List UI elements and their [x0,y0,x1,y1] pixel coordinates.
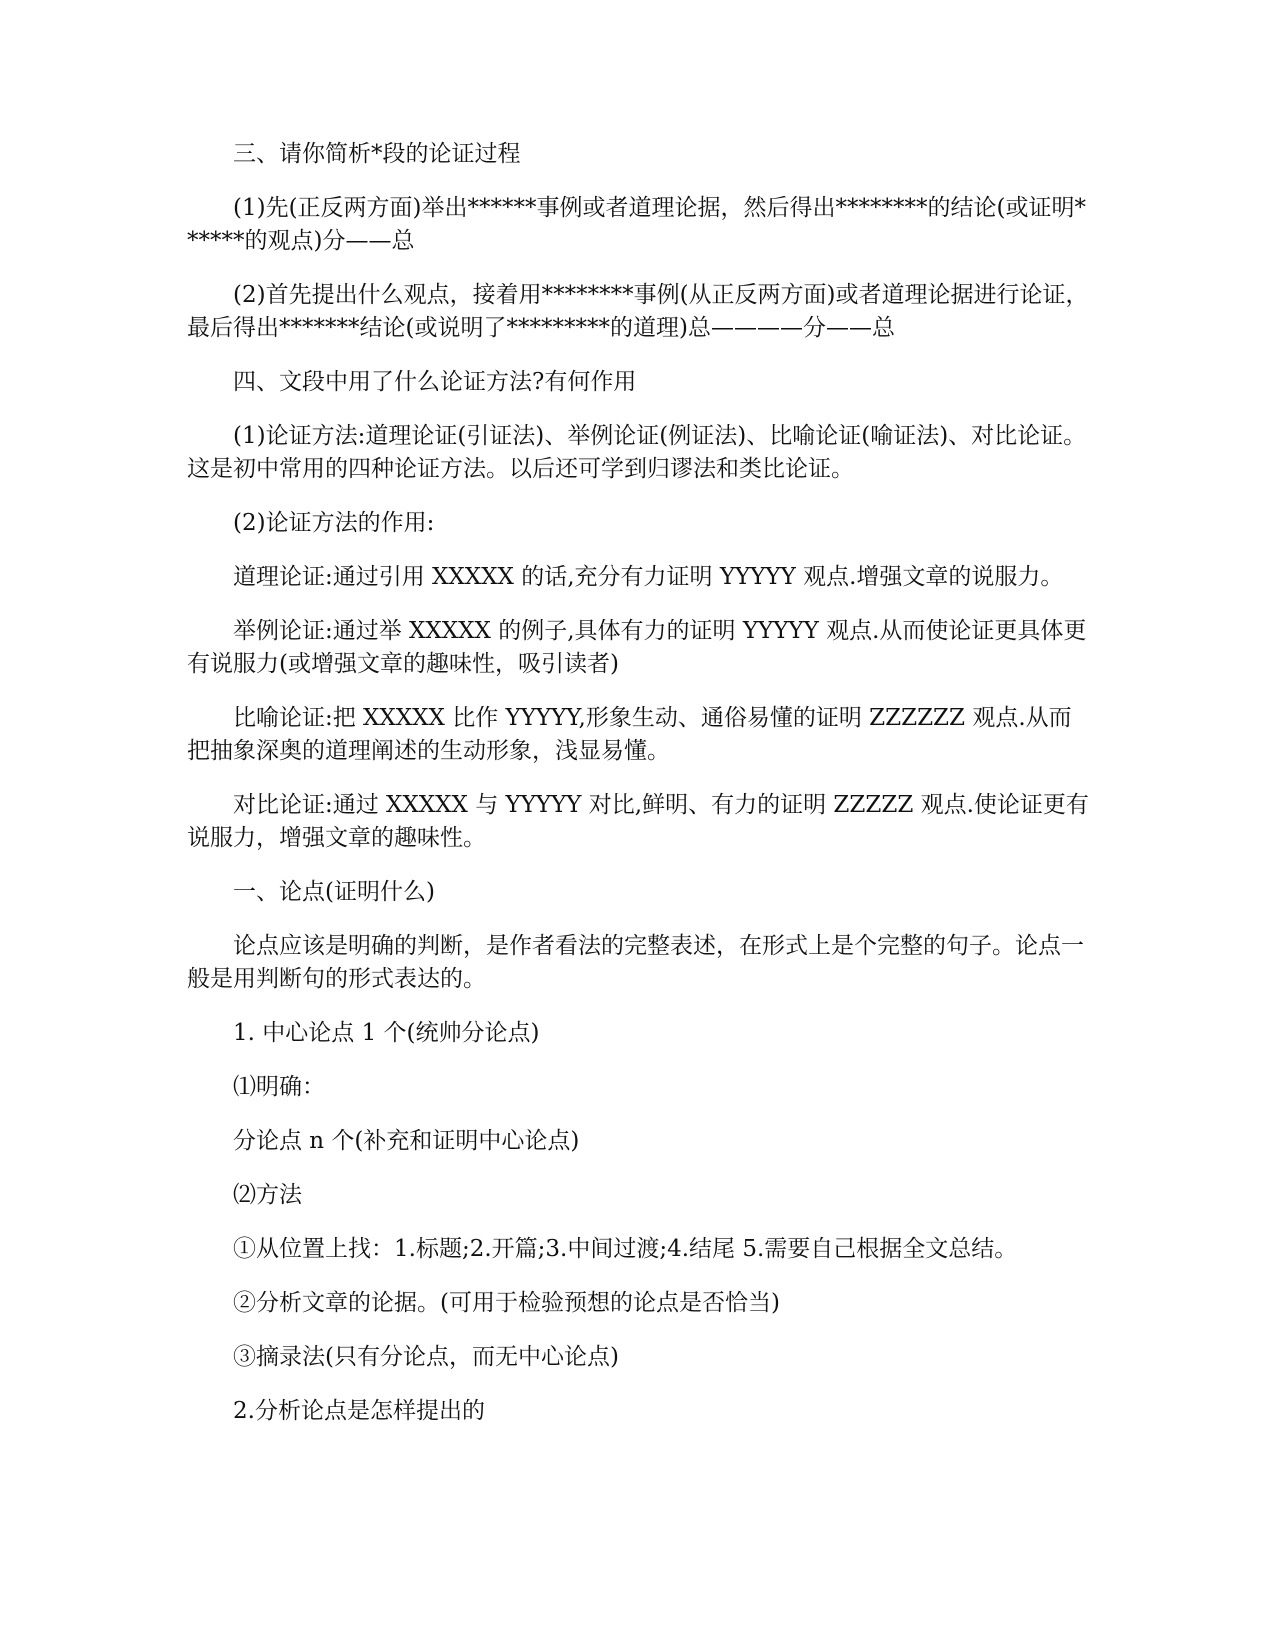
paragraph-reasoning-argument: 道理论证:通过引用 XXXXX 的话,充分有力证明 YYYYY 观点.增强文章的说服力。 [233,564,1064,590]
list-item-methods: ⑵方法 [233,1182,302,1208]
paragraph-metaphor-argument: 比喻论证:把 XXXXX 比作 YYYYY,形象生动、通俗易懂的证明 ZZZZZZ 观点.从而把抽象深奥的道理阐述的生动形象，浅显易懂。 [187,705,1072,764]
list-item-excerpt-method: ③摘录法(只有分论点，而无中心论点) [233,1344,619,1370]
list-item-central-thesis: 1. 中心论点 1 个(统帅分论点) [233,1020,540,1046]
paragraph-example-argument: 举例论证:通过举 XXXXX 的例子,具体有力的证明 YYYYY 观点.从而使论证更具体更有说服力(或增强文章的趣味性，吸引读者) [187,618,1087,677]
list-item-find-by-position: ①从位置上找：1.标题;2.开篇;3.中间过渡;4.结尾 5.需要自己根据全文总结。 [233,1236,1018,1262]
list-item-sub-thesis: 分论点 n 个(补充和证明中心论点) [233,1128,580,1154]
list-item-how-thesis-raised: 2.分析论点是怎样提出的 [233,1398,485,1424]
heading-section-four: 四、文段中用了什么论证方法?有何作用 [233,369,637,395]
list-item-analyze-evidence: ②分析文章的论据。(可用于检验预想的论点是否恰当) [233,1290,780,1316]
heading-section-three: 三、请你简析*段的论证过程 [233,141,521,167]
paragraph-methods: (1)论证方法:道理论证(引证法)、举例论证(例证法)、比喻论证(喻证法)、对比论证。这是初中常用的四种论证方法。以后还可学到归谬法和类比论证。 [187,423,1087,482]
heading-section-one: 一、论点(证明什么) [233,879,435,905]
paragraph-methods-effect: (2)论证方法的作用: [233,510,435,536]
paragraph-contrast-argument: 对比论证:通过 XXXXX 与 YYYYY 对比,鲜明、有力的证明 ZZZZZ 观点.使论证更有说服力，增强文章的趣味性。 [187,792,1089,851]
paragraph-thesis-definition: 论点应该是明确的判断，是作者看法的完整表述，在形式上是个完整的句子。论点一般是用判断句的形式表达的。 [187,933,1084,992]
paragraph-process-1: (1)先(正反两方面)举出******事例或者道理论据，然后得出********的结论(或证明******的观点)分——总 [187,195,1086,254]
document-body [187,138,1092,1449]
paragraph-process-2: (2)首先提出什么观点，接着用********事例(从正反两方面)或者道理论据进行论证，最后得出*******结论(或说明了*********的道理)总————分——总 [187,282,1089,341]
list-item-clear: ⑴明确： [233,1074,325,1100]
